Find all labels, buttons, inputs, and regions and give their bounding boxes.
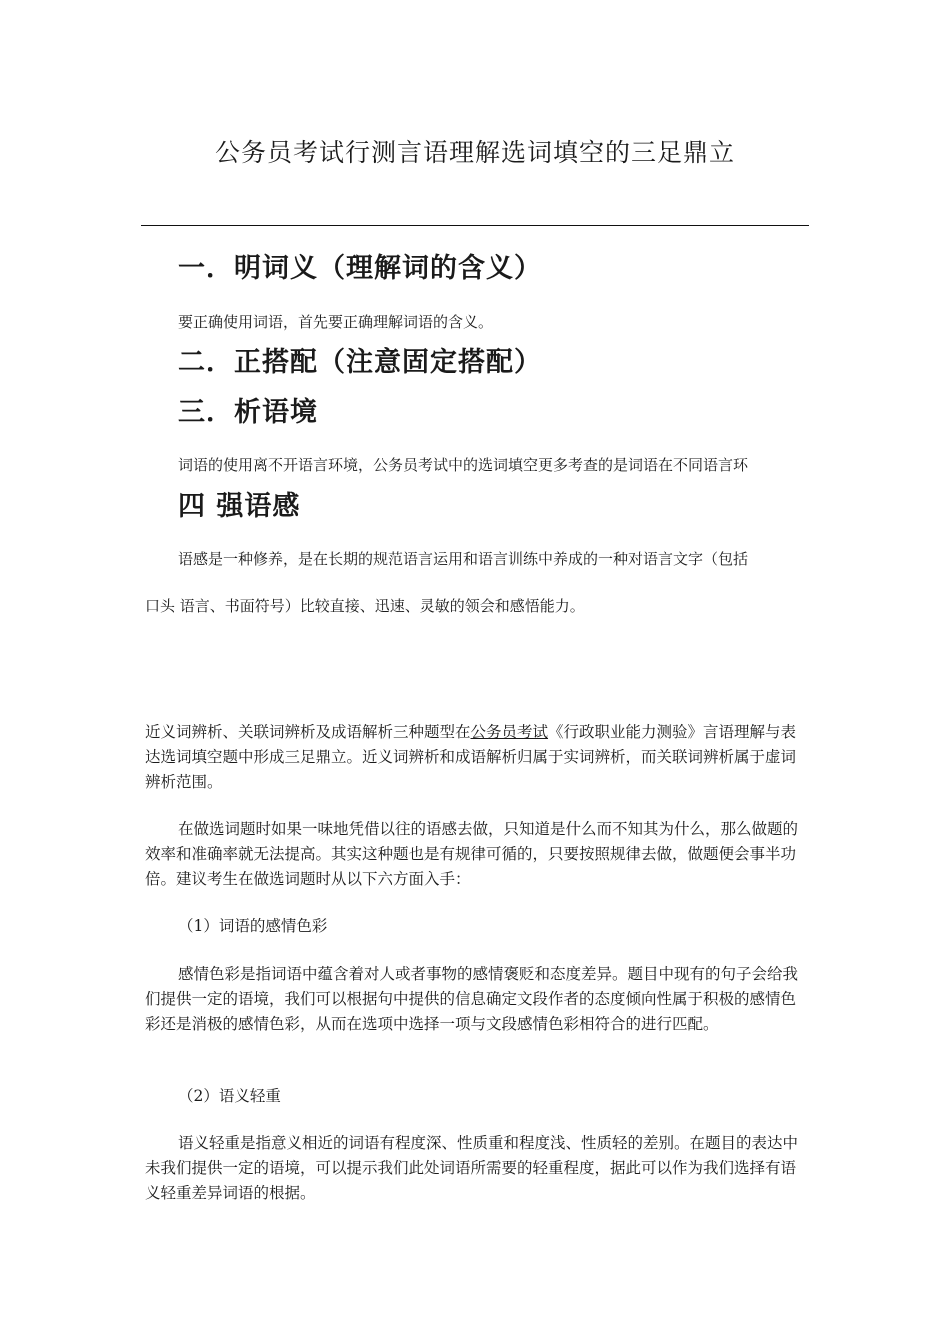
section-3-heading: 三．析语境 (178, 397, 318, 428)
section-2-heading: 二．正搭配（注意固定搭配） (178, 347, 542, 378)
intro-text-end: 《行政职业能力测验》言语理解与表达选词填空题中形成三足鼎立。近义词辨析和成语解析归属于实词辨析，而关联词辨析属于虚词辨析范围。 (145, 723, 797, 791)
intro-text-start: 近义词辨析、关联词辨析及成语解析三种题型在 (145, 723, 471, 741)
item-1-paragraph (145, 962, 809, 1037)
civil-service-exam-link[interactable]: 公务员考试 (470, 723, 549, 741)
method-paragraph (145, 817, 809, 892)
section-4-text-line1: 语感是一种修养，是在长期的规范语言运用和语言训练中养成的一种对语言文字（包括 (178, 550, 749, 568)
item-2-title: （2）语义轻重 (178, 1087, 281, 1105)
method-text: 在做选词题时如果一味地凭借以往的语感去做，只知道是什么而不知其为什么，那么做题的效率和准确率就无法提高。其实这种题也是有规律可循的，只要按照规律去做，做题便会事半功倍。建议考生在做选词题时从以下六方面入手： (145, 820, 799, 888)
document-title: 公务员考试行测言语理解选词填空的三足鼎立 (214, 138, 735, 167)
intro-paragraph (145, 720, 809, 795)
item-2-text: 语义轻重是指意义相近的词语有程度深、性质重和程度浅、性质轻的差别。在题目的表达中未我们提供一定的语境，可以提示我们此处词语所需要的轻重程度，据此可以作为我们选择有语义轻重差异词语的根据。 (145, 1134, 799, 1202)
section-1-heading: 一．明词义（理解词的含义） (178, 253, 542, 284)
section-1-text: 要正确使用词语，首先要正确理解词语的含义。 (178, 313, 494, 331)
title-divider (141, 225, 809, 226)
item-2-paragraph (145, 1131, 809, 1206)
item-1-text: 感情色彩是指词语中蕴含着对人或者事物的感情褒贬和态度差异。题目中现有的句子会给我们提供一定的语境，我们可以根据句中提供的信息确定文段作者的态度倾向性属于积极的感情色彩还是消极的感情色彩，从而在选项中选择一项与文段感情色彩相符合的进行匹配。 (145, 965, 799, 1033)
item-1-title: （1）词语的感情色彩 (178, 917, 328, 935)
section-3-text: 词语的使用离不开语言环境，公务员考试中的选词填空更多考查的是词语在不同语言环 (178, 456, 749, 474)
section-4-heading: 四 强语感 (178, 491, 301, 522)
section-4-text-line2: 口头 语言、书面符号）比较直接、迅速、灵敏的领会和感悟能力。 (145, 597, 585, 615)
